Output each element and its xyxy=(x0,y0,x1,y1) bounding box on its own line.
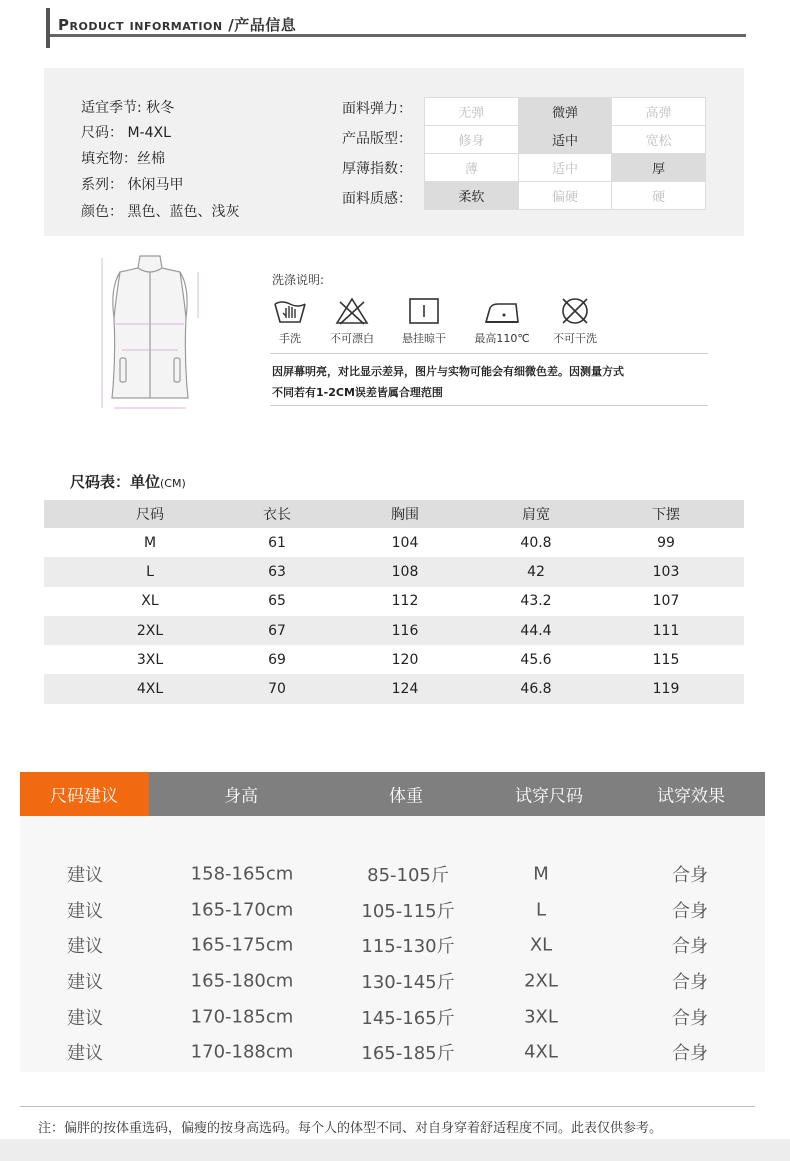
column-header: 胸围 xyxy=(391,507,419,523)
wash-label: 手洗 xyxy=(279,332,301,345)
table-cell: 116 xyxy=(391,622,419,639)
table-cell: 45.6 xyxy=(520,651,552,668)
column-header: 身高 xyxy=(224,786,258,807)
attr-season: 适宜季节: 秋冬 xyxy=(81,100,175,116)
table-row xyxy=(20,892,765,927)
table-cell: 建议 xyxy=(67,971,103,993)
rating-row-fit xyxy=(425,126,706,154)
table-cell: 合身 xyxy=(672,971,708,993)
wash-item-hand-wash xyxy=(272,296,308,345)
table-row xyxy=(20,1034,765,1069)
rating-option: 适中 xyxy=(518,154,612,182)
wash-label: 不可干洗 xyxy=(553,332,597,345)
table-row xyxy=(44,587,744,616)
table-cell: 158-165cm xyxy=(190,863,294,884)
rating-row-thickness xyxy=(425,154,706,182)
rating-label-elasticity: 面料弹力： xyxy=(342,101,412,117)
footnote: 注：偏胖的按体重选码，偏瘦的按身高选码。每个人的体型不同、对自身穿着舒适程度不同。此表仅供参考。 xyxy=(38,1121,663,1136)
table-cell: 建议 xyxy=(67,935,103,957)
column-header: 体重 xyxy=(389,786,423,807)
table-cell: 103 xyxy=(652,563,680,580)
section-header xyxy=(46,8,746,48)
color-disclaimer-line-2: 不同若有1-2CM误差皆属合理范围 xyxy=(272,386,443,399)
table-cell: 119 xyxy=(652,681,680,698)
table-cell: 112 xyxy=(391,593,419,610)
column-header: 尺码建议 xyxy=(50,786,118,807)
table-cell: 85-105斤 xyxy=(367,864,449,886)
rating-option: 宽松 xyxy=(612,126,706,154)
table-cell: L xyxy=(535,899,547,920)
table-cell: 120 xyxy=(391,651,419,668)
table-cell: 170-185cm xyxy=(190,1006,294,1027)
wash-label: 最高110℃ xyxy=(474,332,530,345)
table-cell: 建议 xyxy=(67,864,103,886)
table-cell: 合身 xyxy=(672,900,708,922)
table-cell: 104 xyxy=(391,534,419,551)
table-cell: 65 xyxy=(268,593,286,610)
attr-color: 颜色： 黑色、蓝色、浅灰 xyxy=(81,204,240,220)
table-cell: 165-185斤 xyxy=(361,1042,455,1064)
table-cell: 4XL xyxy=(136,681,164,698)
rating-option: 高弹 xyxy=(612,98,706,126)
header-underline xyxy=(50,34,746,37)
size-table xyxy=(44,500,744,704)
table-cell: 107 xyxy=(652,593,680,610)
table-cell: 165-170cm xyxy=(190,899,294,920)
wash-divider-bottom xyxy=(270,405,708,406)
table-cell: M xyxy=(143,534,157,551)
table-cell: 40.8 xyxy=(520,534,552,551)
column-header: 试穿效果 xyxy=(657,786,725,807)
table-cell: 130-145斤 xyxy=(361,971,455,993)
table-cell: 44.4 xyxy=(520,622,552,639)
column-header: 衣长 xyxy=(263,507,291,523)
footnote-divider xyxy=(20,1106,755,1107)
rating-option: 偏硬 xyxy=(518,182,612,210)
wash-title: 洗涤说明: xyxy=(272,273,325,287)
rating-option: 薄 xyxy=(425,154,519,182)
no-dry-clean-icon xyxy=(557,296,593,326)
table-cell: 3XL xyxy=(524,1006,558,1027)
table-cell: 2XL xyxy=(524,970,558,991)
rating-row-elasticity xyxy=(425,98,706,126)
table-cell: 建议 xyxy=(67,1007,103,1029)
table-row xyxy=(20,999,765,1034)
no-bleach-icon xyxy=(334,296,370,326)
table-cell: 145-165斤 xyxy=(361,1007,455,1029)
table-cell: 61 xyxy=(268,534,286,551)
table-row xyxy=(44,557,744,586)
wash-item-no-bleach xyxy=(330,296,374,345)
table-cell: 115-130斤 xyxy=(361,935,455,957)
table-cell: 63 xyxy=(268,563,286,580)
rating-option: 厚 xyxy=(612,154,706,182)
wash-label: 不可漂白 xyxy=(330,332,374,345)
attr-filling: 填充物：丝棉 xyxy=(81,151,165,167)
table-row xyxy=(44,528,744,557)
table-cell: 170-188cm xyxy=(190,1041,294,1062)
rating-option: 适中 xyxy=(518,126,612,154)
bottom-band xyxy=(0,1139,790,1161)
table-cell: 合身 xyxy=(672,864,708,886)
size-recommendation-panel xyxy=(20,772,765,1072)
hang-dry-icon xyxy=(406,296,442,326)
rating-label-texture: 面料质感： xyxy=(342,191,412,207)
table-cell: 建议 xyxy=(67,1042,103,1064)
wash-item-hang-dry xyxy=(402,296,446,345)
table-cell: 建议 xyxy=(67,900,103,922)
wash-item-no-dry-clean xyxy=(553,296,597,345)
recommendation-header xyxy=(20,772,765,816)
table-cell: L xyxy=(146,563,154,580)
column-header: 试穿尺码 xyxy=(515,786,583,807)
rating-option: 微弹 xyxy=(518,98,612,126)
wash-divider-top xyxy=(270,353,708,354)
color-disclaimer-line-1: 因屏幕明亮，对比显示差异，图片与实物可能会有细微色差。因测量方式 xyxy=(272,365,624,378)
column-header: 下摆 xyxy=(652,507,680,523)
table-cell: 42 xyxy=(527,563,545,580)
wash-label: 悬挂晾干 xyxy=(402,332,446,345)
section-title: Product information /产品信息 xyxy=(58,16,297,34)
table-cell: 124 xyxy=(391,681,419,698)
rating-option: 柔软 xyxy=(425,182,519,210)
table-cell: 43.2 xyxy=(520,593,552,610)
hand-wash-icon xyxy=(272,296,308,326)
table-cell: 108 xyxy=(391,563,419,580)
table-row xyxy=(20,927,765,962)
table-cell: 105-115斤 xyxy=(361,900,455,922)
table-row xyxy=(44,645,744,674)
column-header: 肩宽 xyxy=(522,507,550,523)
table-cell: 67 xyxy=(268,622,286,639)
rating-option: 硬 xyxy=(612,182,706,210)
vest-measurement-diagram xyxy=(80,248,220,418)
column-header: 尺码 xyxy=(136,507,164,523)
attr-size: 尺码： M-4XL xyxy=(81,125,171,141)
table-cell: 合身 xyxy=(672,1007,708,1029)
rating-label-thickness: 厚薄指数： xyxy=(342,161,412,177)
table-cell: 合身 xyxy=(672,935,708,957)
table-row xyxy=(44,616,744,645)
table-cell: XL xyxy=(141,593,159,610)
rating-table xyxy=(424,97,706,210)
table-cell: 4XL xyxy=(524,1041,558,1062)
table-cell: 165-175cm xyxy=(190,934,294,955)
rating-row-texture xyxy=(425,182,706,210)
rating-option: 无弹 xyxy=(425,98,519,126)
table-row xyxy=(44,674,744,703)
table-cell: 合身 xyxy=(672,1042,708,1064)
table-cell: 115 xyxy=(652,651,680,668)
table-cell: 2XL xyxy=(136,622,164,639)
product-info-panel xyxy=(44,68,744,236)
header-accent-bar xyxy=(46,8,50,48)
table-cell: 165-180cm xyxy=(190,970,294,991)
table-cell: 46.8 xyxy=(520,681,552,698)
table-cell: 111 xyxy=(652,622,680,639)
table-row xyxy=(20,963,765,998)
table-cell: 3XL xyxy=(136,651,164,668)
rating-option: 修身 xyxy=(425,126,519,154)
table-row xyxy=(20,856,765,891)
attr-series: 系列： 休闲马甲 xyxy=(81,177,184,193)
table-cell: 70 xyxy=(268,681,286,698)
size-table-header xyxy=(44,500,744,528)
size-table-title: 尺码表：单位(CM) xyxy=(70,473,186,491)
table-cell: 99 xyxy=(657,534,675,551)
rating-label-fit: 产品版型： xyxy=(342,131,412,147)
table-cell: M xyxy=(533,863,549,884)
iron-icon xyxy=(482,296,522,326)
wash-item-iron xyxy=(474,296,530,345)
table-cell: 69 xyxy=(268,651,286,668)
table-cell: XL xyxy=(529,934,553,955)
